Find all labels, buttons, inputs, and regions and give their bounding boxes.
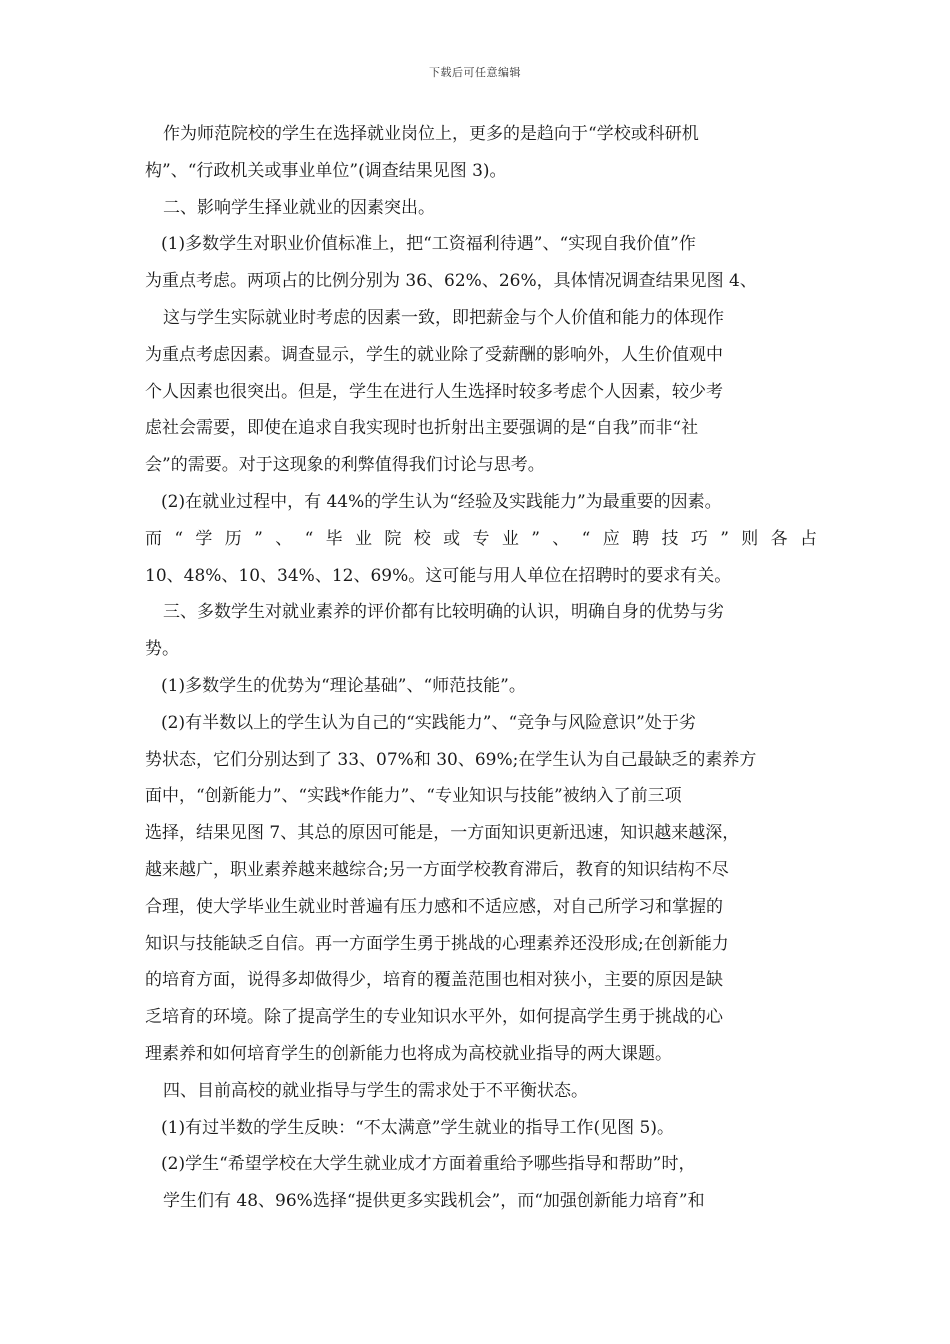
paragraph-line: (1)多数学生的优势为“理论基础”、“师范技能”。 (161, 675, 526, 696)
document-body (145, 116, 817, 1220)
paragraph-line: 乏培育的环境。除了提高学生的专业知识水平外，如何提高学生勇于挑战的心 (145, 1007, 723, 1028)
paragraph-line: (2)有半数以上的学生认为自己的“实践能力”、“竞争与风险意识”处于劣 (161, 712, 696, 733)
paragraph-line: (2)学生“希望学校在大学生就业成才方面着重给予哪些指导和帮助”时， (161, 1154, 696, 1175)
section-heading: 四、目前高校的就业指导与学生的需求处于不平衡状态。 (163, 1080, 588, 1101)
paragraph-line: 为重点考虑。两项占的比例分别为 36、62%、26%，具体情况调查结果见图 4、 (145, 271, 757, 292)
paragraph-line: 会”的需要。对于这现象的利弊值得我们讨论与思考。 (145, 455, 545, 476)
page-header: 下载后可任意编辑 (429, 66, 521, 79)
section-heading: 三、多数学生对就业素养的评价都有比较明确的认识，明确自身的优势与劣 (163, 602, 724, 623)
paragraph-line: 为重点考虑因素。调查显示，学生的就业除了受薪酬的影响外，人生价值观中 (145, 344, 723, 365)
paragraph-line: 个人因素也很突出。但是，学生在进行人生选择时较多考虑个人因素，较少考 (145, 381, 723, 402)
paragraph-line: 的培育方面，说得多却做得少，培育的覆盖范围也相对狭小，主要的原因是缺 (145, 970, 723, 991)
paragraph-line: 虑社会需要，即使在追求自我实现时也折射出主要强调的是“自我”而非“社 (145, 418, 699, 439)
paragraph-line: 面中，“创新能力”、“实践*作能力”、“专业知识与技能”被纳入了前三项 (145, 786, 682, 807)
paragraph-line: 而“学历”、“毕业院校或专业”、“应聘技巧”则各占 (145, 528, 817, 549)
paragraph-line: 合理，使大学毕业生就业时普遍有压力感和不适应感，对自己所学习和掌握的 (145, 896, 723, 917)
paragraph-line: (2)在就业过程中，有 44%的学生认为“经验及实践能力”为最重要的因素。 (161, 491, 722, 512)
paragraph-line: 势状态，它们分别达到了 33、07%和 30、69%;在学生认为自己最缺乏的素养方 (145, 749, 757, 770)
paragraph-line: 10、48%、10、34%、12、69%。这可能与用人单位在招聘时的要求有关。 (145, 565, 732, 586)
paragraph-line: (1)有过半数的学生反映：“不太满意”学生就业的指导工作(见图 5)。 (161, 1117, 674, 1138)
paragraph-line: 越来越广，职业素养越来越综合;另一方面学校教育滞后，教育的知识结构不尽 (145, 859, 729, 880)
paragraph-line: 学生们有 48、96%选择“提供更多实践机会”，而“加强创新能力培育”和 (163, 1191, 705, 1212)
paragraph-line: 作为师范院校的学生在选择就业岗位上，更多的是趋向于“学校或科研机 (163, 124, 699, 144)
paragraph-line: 构”、“行政机关或事业单位”(调查结果见图 3)。 (145, 160, 507, 181)
paragraph-line: 势。 (145, 639, 179, 660)
section-heading: 二、影响学生择业就业的因素突出。 (163, 197, 435, 218)
paragraph-line: 这与学生实际就业时考虑的因素一致，即把薪金与个人价值和能力的体现作 (163, 307, 724, 328)
paragraph-line: 选择，结果见图 7、其总的原因可能是，一方面知识更新迅速，知识越来越深， (145, 823, 740, 844)
paragraph-line: 理素养和如何培育学生的创新能力也将成为高校就业指导的两大课题。 (145, 1043, 672, 1064)
paragraph-line: (1)多数学生对职业价值标准上，把“工资福利待遇”、“实现自我价值”作 (161, 234, 696, 255)
paragraph-line: 知识与技能缺乏自信。再一方面学生勇于挑战的心理素养还没形成;在创新能力 (145, 933, 729, 954)
